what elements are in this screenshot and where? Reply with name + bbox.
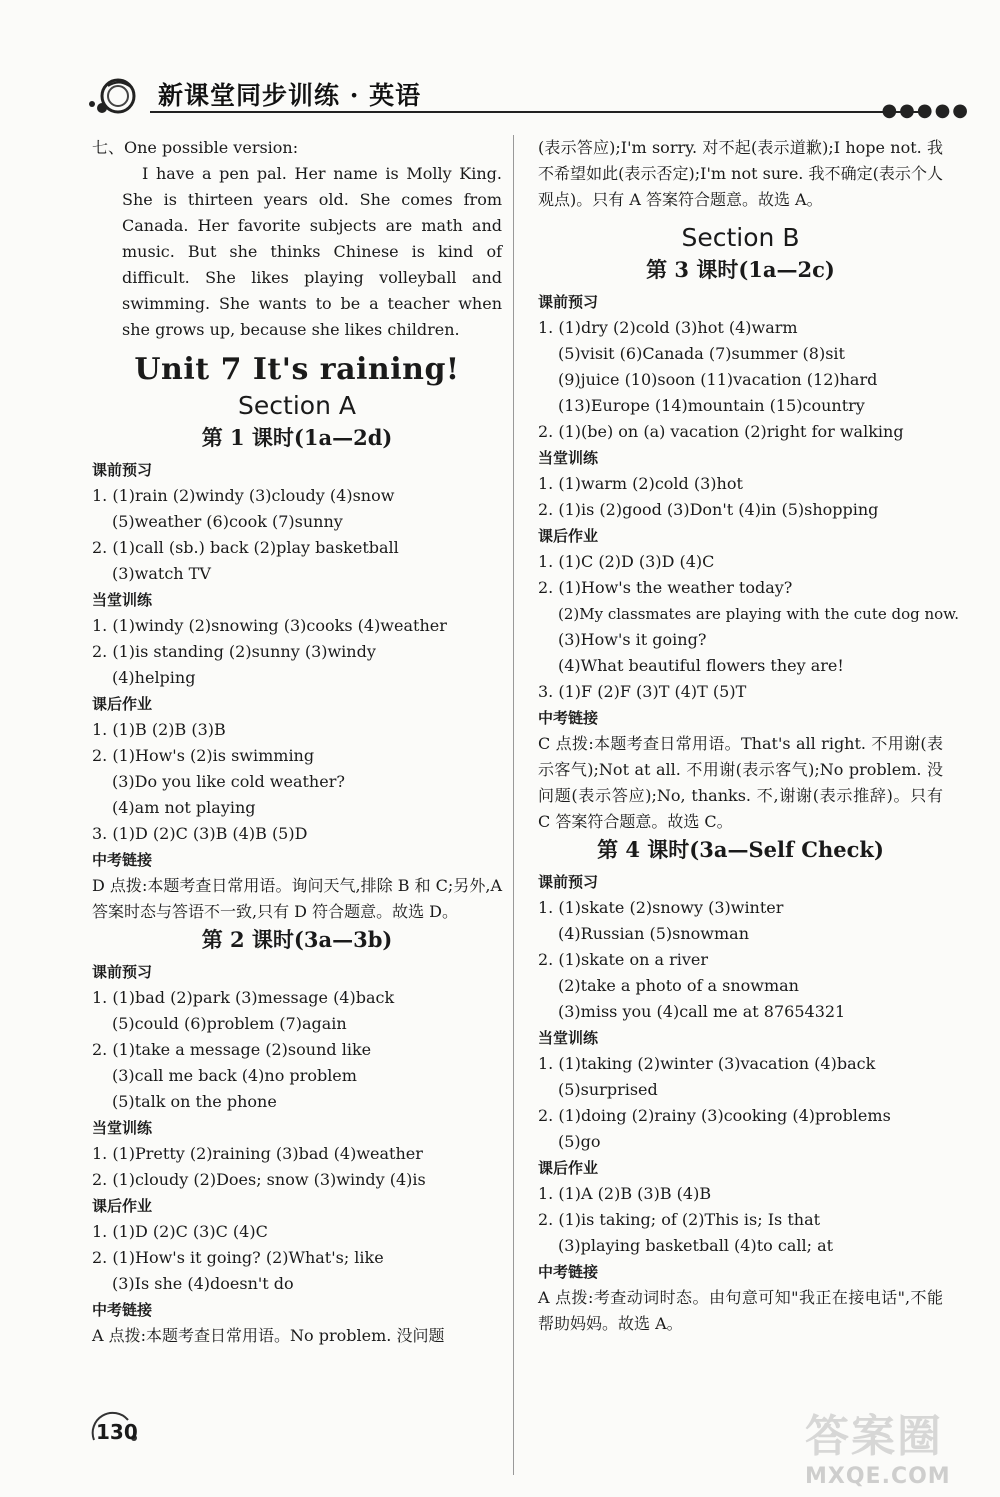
header-dots: ●●●●●	[881, 100, 970, 121]
lesson-4-title: 第 4 课时(3a—Self Check)	[597, 837, 884, 862]
lesson-2-exam-heading: 中考链接	[92, 1301, 153, 1319]
lesson-2-class-heading: 当堂训练	[92, 1119, 153, 1137]
answer-line: 2. (1)is taking; of (2)This is; Is that	[538, 1210, 821, 1229]
answer-line: (4)Russian (5)snowman	[558, 924, 750, 943]
answer-line: (4)What beautiful flowers they are!	[558, 656, 844, 675]
answer-line: (3)Is she (4)doesn't do	[112, 1274, 294, 1293]
answer-line: 2. (1)cloudy (2)Does; snow (3)windy (4)is	[92, 1170, 426, 1189]
answer-line: (4)am not playing	[112, 798, 256, 817]
answer-line: 2. (1)How's (2)is swimming	[92, 746, 315, 765]
lesson-2-homework-heading: 课后作业	[92, 1197, 153, 1215]
answer-line: 1. (1)dry (2)cold (3)hot (4)warm	[538, 318, 798, 337]
answer-line: 1. (1)C (2)D (3)D (4)C	[538, 552, 715, 571]
answer-line: (3)watch TV	[112, 564, 211, 583]
page-number: 130	[96, 1420, 138, 1444]
answer-line: 2. (1)doing (2)rainy (3)cooking (4)problems	[538, 1106, 891, 1125]
answer-line: 2. (1)call (sb.) back (2)play basketball	[92, 538, 399, 557]
answer-line: 1. (1)D (2)C (3)C (4)C	[92, 1222, 268, 1241]
answer-line: (3)playing basketball (4)to call; at	[558, 1236, 834, 1255]
book-logo-icon	[78, 74, 138, 116]
answer-line: 2. (1)(be) on (a) vacation (2)right for walking	[538, 422, 904, 441]
answer-line: (4)helping	[112, 668, 196, 687]
section-b-title: Section B	[681, 223, 800, 252]
answer-line: 2. (1)How's it going? (2)What's; like	[92, 1248, 384, 1267]
answer-line: (5)surprised	[558, 1080, 658, 1099]
continued-text: (表示答应);I'm sorry. 对不起(表示道歉);I hope not. 我不希望如此(表示否定);I'm not sure. 我不确定(表示个人观点)。只有 A 答案符合题意。故选 A。	[538, 138, 943, 209]
answer-line: (9)juice (10)soon (11)vacation (12)hard	[558, 370, 878, 389]
answer-line: (3)call me back (4)no problem	[112, 1066, 357, 1085]
lesson-3-exam-heading: 中考链接	[538, 709, 599, 727]
lesson-1-exam-heading: 中考链接	[92, 851, 153, 869]
column-divider	[513, 135, 514, 1475]
lesson-1-title: 第 1 课时(1a—2d)	[201, 425, 393, 450]
lesson-3-exam-text: C 点拨:本题考查日常用语。That's all right. 不用谢(表示客气);Not at all. 不用谢(表示客气);No problem. 没问题(表示答应);No, thanks. 不,谢谢(表示推辞)。只有 C 答案符合题意。故选 C。	[538, 734, 943, 831]
right-column	[538, 135, 960, 1337]
answer-line: 1. (1)A (2)B (3)B (4)B	[538, 1184, 712, 1203]
watermark-logo: 答案圈	[805, 1411, 943, 1462]
left-column	[92, 135, 502, 1349]
answer-line: 2. (1)is standing (2)sunny (3)windy	[92, 642, 376, 661]
answer-line: (5)could (6)problem (7)again	[112, 1014, 347, 1033]
header-title: 新课堂同步训练 · 英语	[158, 81, 422, 110]
unit-title: Unit 7 It's raining!	[134, 352, 460, 387]
answer-line: (3)miss you (4)call me at 87654321	[558, 1002, 846, 1021]
lesson-4-preview-heading: 课前预习	[538, 873, 599, 891]
essay-text: I have a pen pal. Her name is Molly King. She is thirteen years old. She comes from Canada. Her favorite subjects are math and music. But she thinks Chinese is kind of difficult. She likes playing volleyball and swimming. She wants to be a teacher when she grows up, because she likes children.	[122, 164, 502, 339]
answer-line: 2. (1)take a message (2)sound like	[92, 1040, 372, 1059]
section-a-title: Section A	[238, 391, 356, 420]
lesson-1-exam-text: D 点拨:本题考查日常用语。询问天气,排除 B 和 C;另外,A 答案时态与答语不一致,只有 D 符合题意。故选 D。	[92, 876, 502, 921]
answer-line: 2. (1)skate on a river	[538, 950, 709, 969]
answer-line: 3. (1)F (2)F (3)T (4)T (5)T	[538, 682, 747, 701]
answer-line: (5)talk on the phone	[112, 1092, 277, 1111]
answer-line: 1. (1)taking (2)winter (3)vacation (4)back	[538, 1054, 876, 1073]
lesson-1-homework-heading: 课后作业	[92, 695, 153, 713]
answer-line: 1. (1)Pretty (2)raining (3)bad (4)weather	[92, 1144, 423, 1163]
answer-line: 1. (1)bad (2)park (3)message (4)back	[92, 988, 395, 1007]
answer-line: (5)go	[558, 1132, 601, 1151]
answer-line: (3)Do you like cold weather?	[112, 772, 345, 791]
answer-line: 3. (1)D (2)C (3)B (4)B (5)D	[92, 824, 308, 843]
answer-line: 2. (1)How's the weather today?	[538, 578, 793, 597]
answer-line: 1. (1)skate (2)snowy (3)winter	[538, 898, 784, 917]
lesson-2-title: 第 2 课时(3a—3b)	[201, 927, 393, 952]
answer-line: 1. (1)rain (2)windy (3)cloudy (4)snow	[92, 486, 395, 505]
answer-line: 1. (1)B (2)B (3)B	[92, 720, 226, 739]
answer-line: 2. (1)is (2)good (3)Don't (4)in (5)shopping	[538, 500, 879, 519]
lesson-4-exam-heading: 中考链接	[538, 1263, 599, 1281]
lesson-3-title: 第 3 课时(1a—2c)	[646, 257, 835, 282]
lesson-4-homework-heading: 课后作业	[538, 1159, 599, 1177]
lesson-4-exam-text: A 点拨:考查动词时态。由句意可知"我正在接电话",不能帮助妈妈。故选 A。	[538, 1288, 943, 1333]
answer-line: (5)weather (6)cook (7)sunny	[112, 512, 343, 531]
answer-line: (5)visit (6)Canada (7)summer (8)sit	[558, 344, 845, 363]
lesson-3-homework-heading: 课后作业	[538, 527, 599, 545]
header-rule	[150, 111, 930, 113]
lesson-3-preview-heading: 课前预习	[538, 293, 599, 311]
lesson-3-class-heading: 当堂训练	[538, 449, 599, 467]
lesson-2-exam-text: A 点拨:本题考查日常用语。No problem. 没问题	[92, 1326, 445, 1345]
page-header	[70, 70, 970, 120]
lesson-2-preview-heading: 课前预习	[92, 963, 153, 981]
watermark	[805, 1400, 990, 1490]
answer-line: (3)How's it going?	[558, 630, 707, 649]
answer-line: 1. (1)windy (2)snowing (3)cooks (4)weather	[92, 616, 447, 635]
watermark-url: MXQE.COM	[805, 1464, 951, 1489]
answer-line: (2)My classmates are playing with the cute dog now.	[558, 605, 960, 623]
answer-line: 1. (1)warm (2)cold (3)hot	[538, 474, 743, 493]
answer-line: (2)take a photo of a snowman	[558, 976, 799, 995]
lesson-1-preview-heading: 课前预习	[92, 461, 153, 479]
essay-label: 七、One possible version:	[92, 138, 299, 157]
lesson-4-class-heading: 当堂训练	[538, 1029, 599, 1047]
answer-line: (13)Europe (14)mountain (15)country	[558, 396, 865, 415]
lesson-1-class-heading: 当堂训练	[92, 591, 153, 609]
